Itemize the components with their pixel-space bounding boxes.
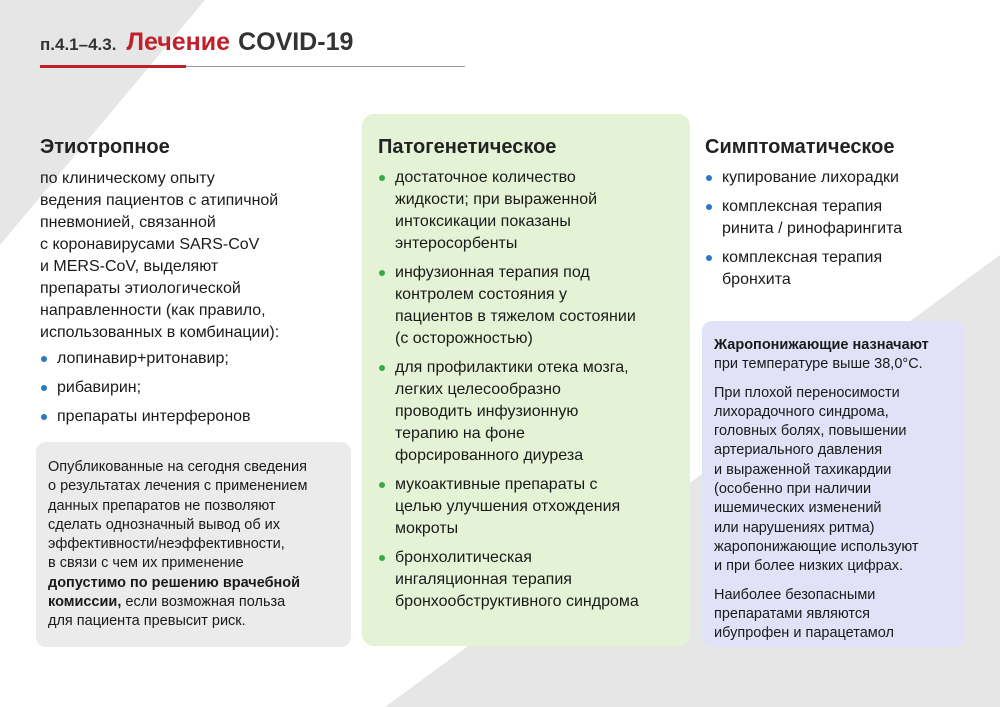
bullet-dot [41,414,47,420]
list-item: комплексная терапия бронхита [705,247,975,291]
list-item: лопинавир+ритонавир; [40,348,340,370]
col1-description [40,168,340,344]
bullet-dot [379,555,385,561]
text-line: препараты этиологической [40,280,241,297]
text-line: пневмонией, связанной [40,214,216,231]
note-paragraph-1: Жаропонижающие назначают при температуре выше 38,0°С. [714,337,929,373]
bullet-dot [706,255,712,261]
header-underline-accent [40,65,186,68]
bullet-dot [41,385,47,391]
note-bold-heading: Жаропонижающие назначают [714,337,929,353]
col3-note-box [702,321,964,647]
section-number: п.4.1–4.3. [40,35,117,54]
note-line: в связи с чем их применение [48,555,244,572]
text-line: и MERS-CoV, выделяют [40,258,219,275]
col3-title: Симптоматическое [705,136,895,158]
title-dark-part: COVID-19 [238,28,354,56]
text-line: использованных в комбинации): [40,324,280,341]
note-line-mixed: комиссии, если возможная польза [48,594,286,611]
bullet-dot [379,270,385,276]
bullet-dot [41,356,47,362]
header [40,28,465,57]
note-line: о результатах лечения с применением [48,478,308,495]
col1-title: Этиотропное [40,136,170,158]
text-line: направленности (как правило, [40,302,266,319]
title-red-part: Лечение [126,28,231,56]
list-item: для профилактики отека мозга, легких целесообразно проводить инфузионную терапию на фоне форсированного диуреза [378,357,683,467]
note-line-bold: допустимо по решению врачебной [48,574,301,591]
bullet-dot [706,204,712,210]
list-item: инфузионная терапия под контролем состояния у пациентов в тяжелом состоянии (с осторожностью) [378,262,683,350]
list-item: рибавирин; [40,377,340,399]
text-line: ведения пациентов с атипичной [40,192,279,209]
col2-bullet-list [378,167,683,620]
list-item: комплексная терапия ринита / ринофарингита [705,196,975,240]
list-item: купирование лихорадки [705,167,975,189]
text-line: с коронавирусами SARS-CoV [40,236,260,253]
note-paragraph-3: Наиболее безопасными препаратами являются ибупрофен и парацетамол [714,586,894,642]
bullet-dot [379,365,385,371]
col1-bullet-list [40,348,340,435]
bullet-dot [706,175,712,181]
list-item: бронхолитическая ингаляционная терапия бронхообструктивного синдрома [378,547,683,613]
list-item: мукоактивные препараты с целью улучшения отхождения мокроты [378,474,683,540]
note-line: Опубликованные на сегодня сведения [48,459,307,475]
col1-note-box [36,442,351,647]
list-item: достаточное количество жидкости; при выраженной интоксикации показаны энтеросорбенты [378,167,683,255]
note-line: сделать однозначный вывод об их [48,516,280,533]
title-row [40,28,465,57]
note-line: эффективности/неэффективности, [48,536,285,553]
col3-bullet-list [705,167,975,298]
note-line: данных препаратов не позволяют [48,497,276,514]
note-line: для пациента превысит риск. [48,613,246,630]
note-paragraph-2: При плохой переносимости лихорадочного синдрома, головных болях, повышении артериального давления и выраженной тахикардии (особенно при наличии ишемических изменений или нарушениях ритма) жаропонижающие используют и при более низких цифрах. [714,384,919,575]
bullet-dot [379,175,385,181]
list-item: препараты интерферонов [40,406,340,428]
text-line: по клиническому опыту [40,170,215,187]
bullet-dot [379,482,385,488]
col2-title: Патогенетическое [378,136,557,158]
